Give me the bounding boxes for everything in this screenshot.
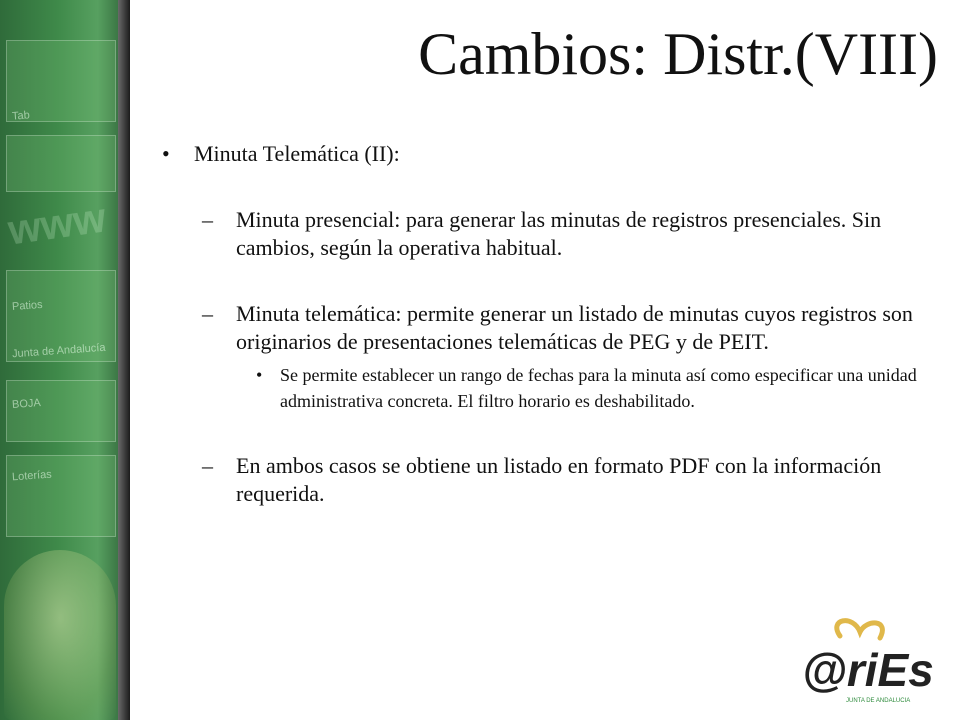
aries-logo — [798, 614, 948, 714]
banner-label: Junta de Andalucía — [11, 341, 106, 361]
logo-text: @riEs — [802, 644, 934, 696]
slide-body — [162, 140, 932, 546]
banner-label: Tab — [11, 109, 31, 123]
sub-sub-item — [162, 362, 932, 414]
bullet-marker: • — [162, 141, 170, 166]
sub-sub-item-text: Se permite establecer un rango de fechas para la minuta así como especificar una unidad administrativa concreta. El filtro horario es deshabilitado. — [280, 365, 917, 411]
banner-label: Patios — [11, 298, 43, 314]
andalucia-emblem-icon — [4, 550, 116, 720]
side-banner — [0, 0, 130, 720]
dash-marker: – — [202, 207, 213, 232]
banner-label: BOJA — [11, 397, 42, 411]
bullet-item — [162, 140, 932, 168]
dash-marker: – — [202, 453, 213, 478]
sub-item-text: Minuta presencial: para generar las minutas de registros presenciales. Sin cambios, según la operativa habitual. — [236, 207, 882, 260]
banner-edge — [118, 0, 130, 720]
bullet-text: Minuta Telemática (II): — [194, 141, 400, 166]
sub-item — [162, 300, 932, 356]
sub-item-text: En ambos casos se obtiene un listado en formato PDF con la información requerida. — [236, 453, 882, 506]
banner-tile — [6, 135, 116, 192]
sub-item-text: Minuta telemática: permite generar un listado de minutas cuyos registros son originarios de presentaciones telemáticas de PEG y de PEIT. — [236, 301, 913, 354]
banner-tile — [6, 380, 116, 442]
sub-item — [162, 452, 932, 508]
dash-marker: – — [202, 301, 213, 326]
slide-title: Cambios: Distr.(VIII) — [418, 21, 938, 87]
bullet-marker: • — [256, 365, 263, 385]
banner-watermark: www — [5, 193, 109, 254]
logo-subtext: JUNTA DE ANDALUCIA — [846, 698, 911, 704]
sub-item — [162, 206, 932, 262]
banner-label: Loterías — [11, 468, 53, 484]
logo-swirl — [837, 621, 883, 638]
banner-tile — [6, 455, 116, 537]
